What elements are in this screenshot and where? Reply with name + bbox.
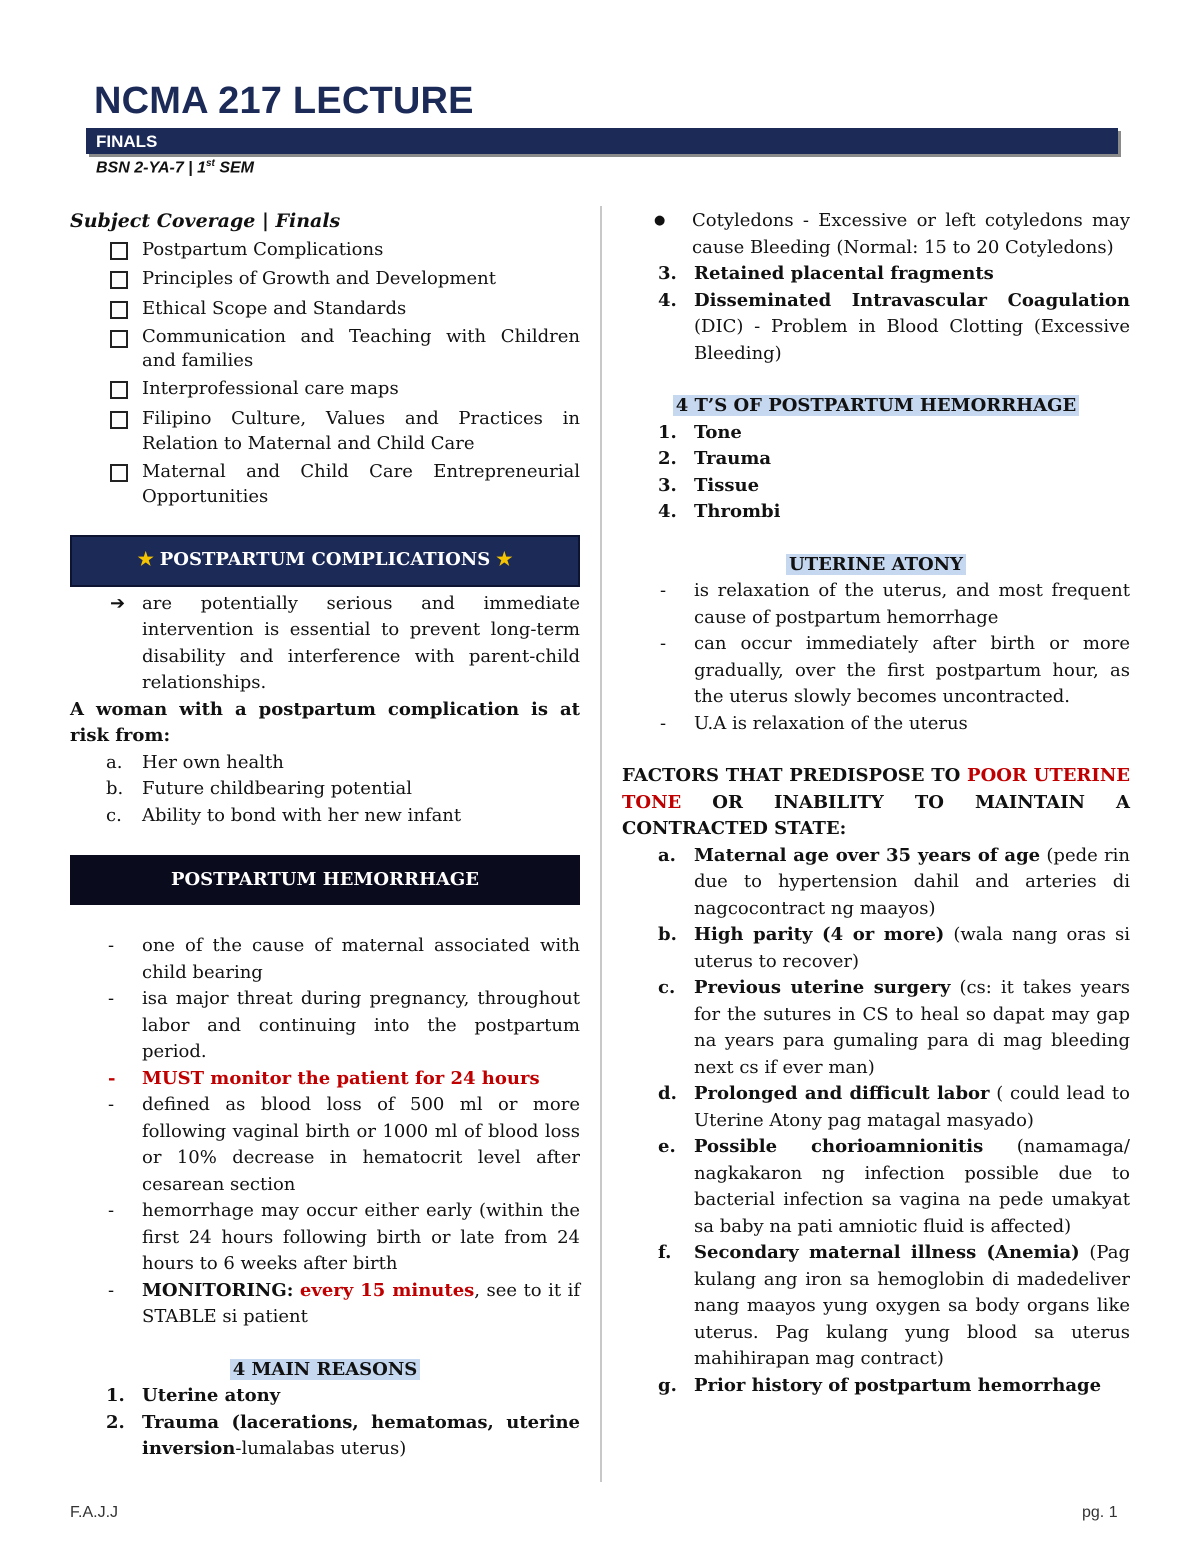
four-ts-heading-wrap [622,393,1130,420]
list-marker: 4. [658,289,677,311]
reasons-heading: 4 MAIN REASONS [230,1359,421,1380]
point-text: defined as blood loss of 500 ml or more following vaginal birth or 1000 ml of blood loss or 10% decrease in hematocrit level after cesarean section [142,1094,580,1195]
risk-text: Future childbearing potential [142,778,413,799]
factors-title-a: FACTORS THAT PREDISPOSE TO [622,765,968,786]
list-marker: g. [658,1374,677,1396]
point-text: U.A is relaxation of the uterus [694,712,968,734]
coverage-item-text: Communication and Teaching with Children and families [142,326,580,371]
list-marker: a. [106,751,123,773]
reasons-list [70,1383,580,1463]
list-marker: b. [658,924,677,945]
list-marker: 1. [658,421,677,443]
list-item [70,803,580,830]
coverage-item-text: Filipino Culture, Values and Practices in Relation to Maternal and Child Care [142,407,580,454]
footer-author: F.A.J.J [70,1504,119,1521]
point-text: MUST monitor the patient for 24 hours [142,1067,540,1089]
factors-title-red: POOR UTERINE TONE [622,765,1130,813]
list-item [622,446,1130,473]
list-marker: - [108,1067,116,1089]
factor-bold: Possible chorioamnionitis [694,1136,984,1157]
reasons-heading-wrap [70,1357,580,1384]
list-item [70,1092,580,1198]
factor-bold: High parity (4 or more) [694,924,945,945]
monitoring-frequency: every 15 minutes [299,1279,475,1301]
list-item [622,975,1130,1081]
star-icon: ★ [496,549,513,571]
coverage-title: Subject Coverage | Finals [70,210,341,232]
atony-list [622,578,1130,737]
coverage-item-text: Principles of Growth and Development [142,268,496,289]
reason-text: Retained placental fragments [694,263,994,284]
list-item [622,1081,1130,1134]
point-text: isa major threat during pregnancy, throughout labor and continuing into the postpartum period. [142,988,580,1062]
list-item [622,631,1130,711]
list-item [70,986,580,1066]
list-item [622,473,1130,500]
list-item [70,1410,580,1463]
hemorrhage-heading-text: POSTPARTUM HEMORRHAGE [170,868,480,890]
list-item [622,499,1130,526]
list-item [70,933,580,986]
section-suffix: SEM [214,159,255,177]
list-marker: 1. [106,1385,125,1406]
empty-checkbox-icon [110,381,128,399]
list-item [622,420,1130,447]
list-marker: d. [658,1083,677,1104]
list-item [622,711,1130,738]
factor-bold: Maternal age over 35 years of age [694,844,1041,866]
t-text: Tissue [694,474,760,496]
hemorrhage-list [70,933,580,1331]
factor-bold: Previous uterine surgery [694,977,951,998]
point-text: hemorrhage may occur either early (within the first 24 hours following birth or late from 24 hours to 6 weeks after birth [142,1200,580,1274]
intro-text: are potentially serious and immediate intervention is essential to prevent long-term disability and interference with parent-child relationships. [142,592,580,693]
complications-intro [70,591,580,697]
risk-list [70,750,580,830]
list-marker: 4. [658,501,677,522]
factor-note: (cs: it takes years for the sutures in CS to heal so dapat may gap na years para gumaling para di mag bleeding next cs if ever man) [694,977,1130,1078]
list-marker: 2. [106,1411,125,1433]
list-marker: c. [106,804,122,826]
coverage-item-text: Maternal and Child Care Entrepreneurial Opportunities [142,460,580,507]
list-marker: 3. [658,474,677,496]
list-item [622,922,1130,975]
bullet-dot-icon: ● [654,213,666,228]
coverage-list [70,237,580,509]
section-sup: st [205,158,215,169]
atony-heading: UTERINE ATONY [786,554,966,575]
list-item [622,261,1130,288]
empty-checkbox-icon [110,411,128,429]
coverage-item [70,376,580,403]
cotyledons-text: Cotyledons - Excessive or left cotyledons may cause Bleeding (Normal: 15 to 20 Cotyledons) [692,210,1130,258]
list-item [70,1066,580,1093]
list-item [550,208,1130,261]
t-text: Thrombi [694,501,781,522]
point-text: one of the cause of maternal associated with child bearing [142,935,580,983]
list-item [70,591,580,697]
right-column [622,208,1130,1399]
monitoring-label: MONITORING: [142,1279,294,1301]
reasons-list-cont [622,261,1130,367]
t-text: Tone [694,421,742,443]
hemorrhage-heading [70,855,580,905]
list-marker: - [660,633,667,654]
point-text: can occur immediately after birth or more gradually, over the first postpartum hour, as the uterus slowly becomes uncontracted. [694,633,1130,707]
factor-note: ( could lead to Uterine Atony pag matagal masyado) [694,1083,1130,1131]
list-item [622,288,1130,368]
list-item [622,578,1130,631]
finals-banner [86,128,1118,154]
list-marker: - [108,935,115,956]
column-divider [600,206,602,1482]
list-item [622,1373,1130,1400]
factor-bold: Secondary maternal illness (Anemia) [694,1242,1080,1263]
point-text: is relaxation of the uterus, and most frequent cause of postpartum hemorrhage [694,580,1130,628]
factors-title [622,763,1130,843]
risk-title: A woman with a postpartum complication is at risk from: [70,698,580,746]
factors-title-b: OR INABILITY TO MAINTAIN A CONTRACTED STATE: [622,791,1130,839]
factor-note: (pede rin due to hypertension dahil and arteries di nagcocontract ng maayos) [694,844,1130,919]
factor-note: (Pag kulang ang iron sa hemoglobin di madedeliver nang maayos yung oxygen sa body organs like uterus. Pag kulang yung blood sa uterus mahihirapan mag contract) [694,1242,1130,1369]
risk-text: Her own health [142,751,284,773]
left-column [70,208,580,1463]
list-marker: - [108,1200,115,1221]
coverage-item [70,296,580,323]
list-item [622,1240,1130,1373]
risk-text: Ability to bond with her new infant [142,804,462,826]
section-prefix: BSN 2-YA-7 | 1 [96,159,206,177]
coverage-item-text: Ethical Scope and Standards [142,297,407,319]
list-marker: c. [658,977,676,998]
coverage-item [70,325,580,373]
list-item [70,1383,580,1410]
coverage-item-text: Postpartum Complications [142,238,384,260]
reason-text: Trauma (lacerations, hematomas, uterine inversion [142,1411,580,1459]
list-marker: 2. [658,448,677,469]
list-item [70,750,580,777]
page-title: NCMA 217 LECTURE [94,80,474,122]
list-marker: - [108,988,115,1009]
list-marker: - [108,1279,115,1301]
section-subtitle [96,158,254,177]
reason-note: -lumalabas uterus) [235,1438,407,1459]
coverage-item-text: Interprofessional care maps [142,378,399,399]
factors-list [622,843,1130,1400]
empty-checkbox-icon [110,330,128,348]
factor-bold: Prolonged and difficult labor [694,1083,990,1104]
empty-checkbox-icon [110,271,128,289]
list-marker: - [108,1094,115,1115]
right-arrow-icon: ➔ [110,592,126,614]
factor-note: (wala nang oras si uterus to recover) [694,924,1130,972]
list-marker: a. [658,844,676,866]
empty-checkbox-icon [110,464,128,482]
monitoring-rest: , see to it if STABLE si patient [142,1279,580,1327]
factor-note: (namamaga/ nagkakaron ng infection possible due to bacterial infection sa vagina na pede umakyat sa baby na pati amniotic fluid is affected) [694,1136,1130,1237]
finals-label: FINALS [96,132,158,151]
empty-checkbox-icon [110,242,128,260]
reason-note: (DIC) - Problem in Blood Clotting (Excessive Bleeding) [694,316,1130,364]
list-marker: - [660,580,667,601]
list-item [622,1134,1130,1240]
complications-heading [70,535,580,587]
list-marker: 3. [658,263,677,284]
page-number: pg. 1 [1082,1504,1118,1521]
cotyledons-list [550,208,1130,261]
list-marker: - [660,712,667,734]
list-item [70,776,580,803]
four-ts-list [622,420,1130,526]
atony-heading-wrap [622,552,1130,579]
reason-text: Uterine atony [142,1385,281,1406]
list-marker: f. [658,1242,672,1263]
reason-text: Disseminated Intravascular Coagulation [694,289,1130,311]
list-item [70,1278,580,1331]
factor-bold: Prior history of postpartum hemorrhage [694,1374,1102,1396]
list-item [622,843,1130,923]
four-ts-heading: 4 T’S OF POSTPARTUM HEMORRHAGE [673,395,1079,416]
t-text: Trauma [694,448,772,469]
star-icon: ★ [137,549,154,571]
coverage-item [70,406,580,456]
empty-checkbox-icon [110,301,128,319]
complications-heading-text: POSTPARTUM COMPLICATIONS [159,549,491,571]
coverage-item [70,459,580,509]
list-item [70,1198,580,1278]
coverage-item [70,266,580,293]
list-marker: b. [106,778,124,799]
list-marker: e. [658,1136,676,1157]
coverage-item [70,237,580,264]
